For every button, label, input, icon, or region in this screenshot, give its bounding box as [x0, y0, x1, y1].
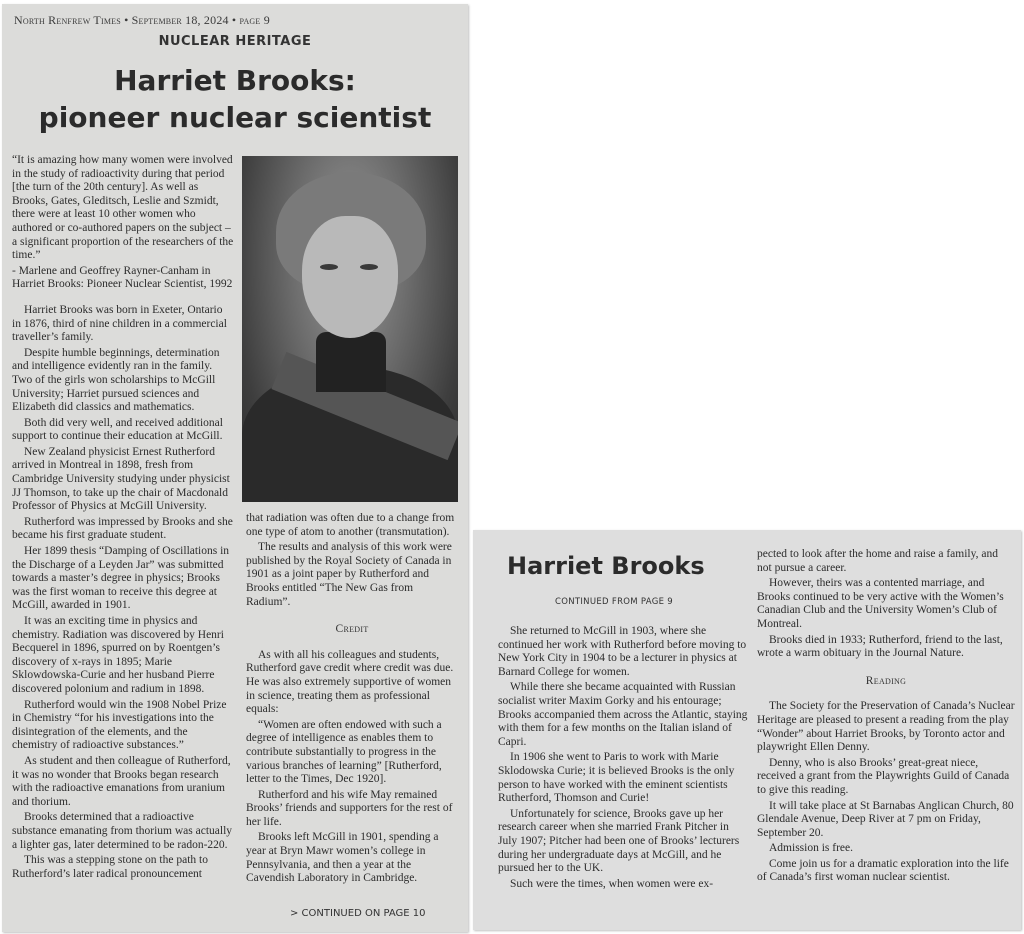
- paragraph: New Zealand physicist Ernest Rutherford arrived in Montreal in 1898, fresh from Cambridge University studying under physicist JJ Thomson, to take up the chair of Macdonald Professor of Physics at McGill University.: [12, 445, 230, 513]
- paragraph: Brooks died in 1933; Rutherford, friend to the last, wrote a warm obituary in the Journal Nature.: [757, 633, 1003, 660]
- portrait-photo: [242, 156, 458, 502]
- paragraph: It will take place at St Barnabas Anglican Church, 80 Glendale Avenue, Deep River at 7 pm on Friday, September 20.: [757, 799, 1014, 839]
- credit-subhead: Credit: [335, 623, 369, 636]
- paragraph: Harriet Brooks was born in Exeter, Ontario in 1876, third of nine children in a commercial traveller’s family.: [12, 303, 227, 344]
- photo-face: [302, 216, 398, 338]
- paragraph: Admission is free.: [769, 842, 854, 855]
- masthead: North Renfrew Times • September 18, 2024 • page 9: [14, 13, 270, 27]
- paragraph: Unfortunately for science, Brooks gave up her research career when she married Frank Pitcher in July 1907; Pitcher had been one of Brooks’ lecturers during her undergraduate days at McGill, and he pursued her to the UK.: [498, 807, 740, 875]
- continued-from-label: CONTINUED FROM PAGE 9: [555, 597, 674, 607]
- paragraph: Come join us for a dramatic exploration into the life of Canada’s first woman nuclear scientist.: [757, 857, 1009, 884]
- quote-attribution: - Marlene and Geoffrey Rayner-Canham in Harriet Brooks: Pioneer Nuclear Scientist, 1992: [12, 264, 233, 291]
- paragraph: Rutherford and his wife May remained Brooks’ friends and supporters for the rest of her life.: [246, 788, 453, 828]
- paragraph: This was a stepping stone on the path to Rutherford’s later radical pronouncement: [12, 854, 208, 880]
- article-column-2: [246, 512, 458, 888]
- paragraph: Brooks left McGill in 1901, spending a year at Bryn Mawr women’s college in Pennsylvania, and then a year at the Cavendish Laboratory in Cambridge.: [246, 831, 439, 885]
- paragraph: “Women are often endowed with such a degree of intelligence as enables them to contribute substantially to progress in the various branches of learning” [Rutherford, letter to the Times, Dec 1920].: [246, 718, 442, 786]
- photo-collar: [316, 332, 386, 392]
- article-column-1: [12, 154, 234, 883]
- paragraph: that radiation was often due to a change from one type of atom to another (transmutation).: [246, 512, 455, 538]
- paragraph: As student and then colleague of Rutherford, it was no wonder that Brooks began research with the radioactive emanations from uranium and thorium.: [12, 754, 231, 808]
- paragraph: The Society for the Preservation of Canada’s Nuclear Heritage are pleased to present a reading from the play “Wonder” about Harriet Brooks, by Toronto actor and playwright Ellen Denny.: [757, 700, 1015, 754]
- paragraph: pected to look after the home and raise a family, and not pursue a career.: [757, 548, 998, 574]
- section-label: NUCLEAR HERITAGE: [158, 34, 312, 49]
- paragraph: Both did very well, and received additional support to continue their education at McGill.: [12, 416, 223, 443]
- left-clipping: [2, 4, 468, 932]
- paragraph: Denny, who is also Brooks’ great-great niece, received a grant from the Playwrights Guild of Canada to give this reading.: [757, 756, 1010, 796]
- paragraph: As with all his colleagues and students, Rutherford gave credit where credit was due. He was also extremely supportive of women in science, treating them as professional equals:: [246, 648, 454, 716]
- opening-quote: “It is amazing how many women were involved in the study of radioactivity during that period [the turn of the 20th century]. As well as Brooks, Gates, Gleditsch, Leslie and Szmidt, there were at least 10 other women who authored or co-authored papers on the subject – a significant proportion of the researchers of the time.”: [12, 154, 234, 262]
- paragraph: Such were the times, when women were ex-: [510, 877, 714, 890]
- paragraph: Her 1899 thesis “Damping of Oscillations in the Discharge of a Leyden Jar” was submitted towards a master’s degree in physics; Brooks was the first woman to receive this degree at McGill, awarded in 1901.: [12, 545, 230, 612]
- headline-line-2: pioneer nuclear scientist: [38, 101, 432, 134]
- headline-line-1: Harriet Brooks:: [114, 64, 356, 97]
- photo-eye: [320, 264, 338, 270]
- paragraph: Brooks determined that a radioactive substance emanating from thorium was actually a lighter gas, later determined to be radon-220.: [12, 811, 233, 851]
- paragraph: In 1906 she went to Paris to work with Marie Sklodowska Curie; it is believed Brooks is the only person to have worked with the eminent scientists Rutherford, Thomson and Curie!: [498, 751, 735, 805]
- paragraph: She returned to McGill in 1903, where she continued her work with Rutherford before moving to New York City in 1904 to be a lecturer in physics at Barnard College for women.: [498, 625, 747, 678]
- photo-eye: [360, 264, 378, 270]
- reading-subhead: Reading: [865, 674, 907, 687]
- headline: [2, 62, 468, 136]
- paragraph: Rutherford would win the 1908 Nobel Prize in Chemistry “for his investigations into the disintegration of the elements, and the chemistry of radioactive substances.”: [12, 698, 227, 752]
- paragraph: However, theirs was a contented marriage, and Brooks continued to be very active with the Women’s Canadian Club and the University Women’s Club of Montreal.: [757, 577, 1004, 630]
- continuation-headline: Harriet Brooks: [507, 552, 705, 580]
- paragraph: While there she became acquainted with Russian socialist writer Maxim Gorky and his entourage; Brooks accompanied them across the Atlantic, staying with them for a few months on the Italian island of Capri.: [498, 681, 748, 748]
- paragraph: Despite humble beginnings, determination and intelligence evidently ran in the family. Two of the girls won scholarships to McGill University; Harriet pursued sciences and Elizabeth did classics and mathematics.: [12, 346, 220, 414]
- article-column-4: [757, 548, 1015, 887]
- paragraph: Rutherford was impressed by Brooks and she became his first graduate student.: [12, 515, 233, 542]
- continued-on-label: > CONTINUED ON PAGE 10: [290, 908, 426, 919]
- article-column-3: [498, 625, 748, 893]
- paragraph: The results and analysis of this work were published by the Royal Society of Canada in 1901 as a joint paper by Rutherford and Brooks entitled “The New Gas from Radium”.: [246, 541, 452, 608]
- paragraph: It was an exciting time in physics and chemistry. Radiation was discovered by Henri Becquerel in 1896, spurred on by Roentgen’s discovery of x-rays in 1895; Marie Sklowdowska-Curie and her husband Pierre discovered polonium and radium in 1898.: [12, 615, 224, 695]
